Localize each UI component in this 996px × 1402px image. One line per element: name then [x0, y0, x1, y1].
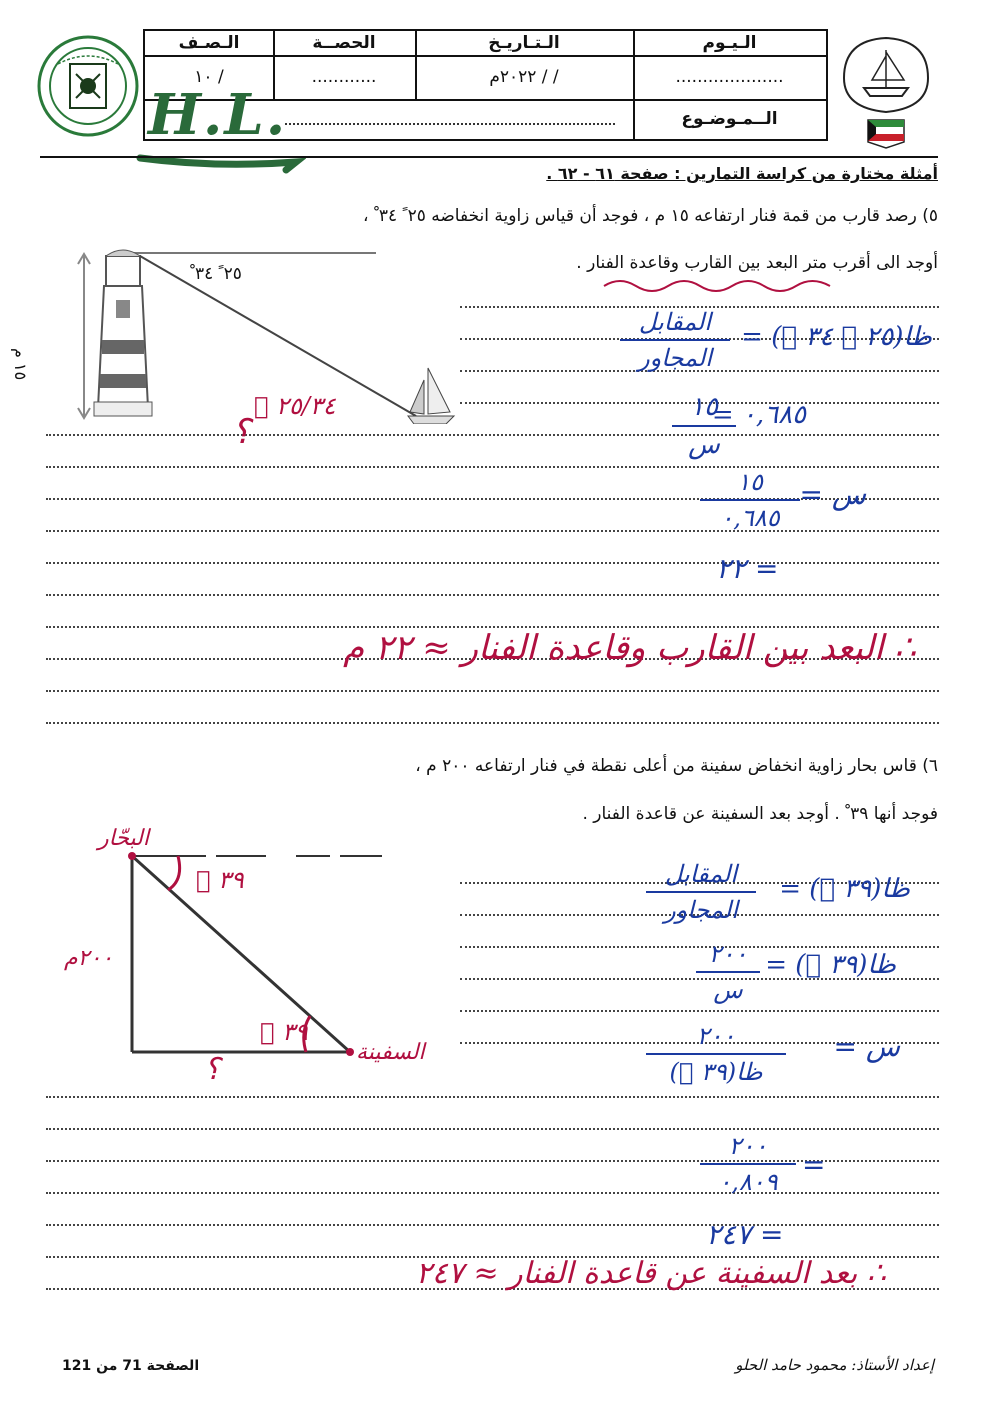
q5-step3-fraction [700, 468, 800, 532]
header-class-value: / ١٠ [194, 67, 224, 87]
q5-step2-fraction [672, 392, 736, 460]
school-emblem-icon [36, 34, 140, 138]
q6-step2-den: س [713, 976, 743, 1004]
q5-statement: ٥) رصد قارب من قمة فنار ارتفاعه ١٥ م ، فوجد أن قياس زاوية انخفاضه ٢٥ ً ٣٤ ْ ، [363, 206, 938, 226]
q5-step2-lhs: ٠,٦٨٥ = [711, 400, 806, 430]
header-separator [40, 156, 938, 158]
q5-step1-fraction [620, 308, 730, 372]
q5-line [46, 722, 939, 724]
header-subject-dots [285, 123, 615, 125]
q6-line [46, 1192, 939, 1194]
q5-line [46, 466, 939, 468]
header-class-label: الـصـف [178, 33, 240, 53]
q6-step2-num: ٢٠٠ [708, 940, 748, 968]
q6-fig-angle-bottom: ٣٩ ْ [260, 1018, 308, 1046]
q5-step2-den: س [688, 430, 720, 460]
q6-step3-fraction [646, 1022, 786, 1086]
q5-red-squiggle-icon [600, 272, 840, 298]
q5-step1-lhs: ظا(٢٥ ً ٣٤ ْ) = [741, 322, 932, 352]
q6-line [46, 1128, 939, 1130]
q5-step3-den: ٠,٦٨٥ [720, 504, 780, 532]
q6-question: فوجد أنها ٣٩ ْ . أوجد بعد السفينة عن قاعدة الفنار . [582, 804, 938, 824]
q6-line [46, 1096, 939, 1098]
q6-statement: ٦) قاس بحار زاوية انخفاض سفينة من أعلى نقطة في فنار ارتفاعه ٢٠٠ م ، [415, 756, 938, 776]
q6-step2-lhs: ظا(٣٩ ْ) = [765, 950, 896, 980]
q5-step4: = ٢٢ [716, 552, 779, 585]
q6-fig-sailor: البحّار [98, 826, 149, 851]
q6-answer: ∴ بعد السفينة عن قاعدة الفنار ≈ ٢٤٧ [415, 1256, 886, 1291]
q5-question: أوجد الى أقرب متر البعد بين القارب وقاعدة الفنار . [576, 253, 938, 273]
header-subject-label: الــمـوضـوع [681, 109, 778, 129]
footer-page-number: الصفحة 71 من 121 [62, 1358, 200, 1374]
q5-figure-height: ١٥ م [11, 348, 30, 381]
q5-step3-num: ١٥ [737, 468, 763, 496]
q6-fig-ship: السفينة [356, 1040, 425, 1065]
header-period-value: ............ [311, 67, 377, 87]
q5-step3-lhs: س = [799, 478, 866, 511]
q6-fig-question-mark: ؟ [204, 1052, 220, 1087]
q5-line [46, 594, 939, 596]
q6-fig-height: ٢٠٠م [64, 946, 114, 971]
q5-hw-angle: ٢٥/٣٤ ْ [254, 392, 336, 420]
page-title: أمثلة مختارة من كراسة التمارين : صفحة ٦١ - ٦٢ . [546, 164, 938, 183]
header-date-label: الـتـاريـخ [488, 33, 560, 53]
q5-line [46, 434, 939, 436]
q5-step1-den: المجاور [638, 344, 712, 372]
header-date-value: / / ٢٠٢٢م [489, 67, 559, 87]
q6-step3-lhs: س = [833, 1030, 900, 1063]
q6-fig-angle-top: ٣٩ ْ [196, 866, 244, 894]
q6-step1-fraction [646, 860, 756, 924]
teacher-stamp: H.L. [148, 82, 288, 148]
q6-step3-num: ٢٠٠ [696, 1022, 736, 1050]
q5-step1-num: المقابل [638, 308, 712, 336]
q5-answer: ∴ البعد بين القارب وقاعدة الفنار ≈ ٢٢ م [343, 628, 916, 668]
footer-author: إعداد الأستاذ: محمود حامد الحلو [735, 1356, 934, 1374]
q6-line [46, 1224, 939, 1226]
q6-step4-lhs: = [802, 1148, 826, 1181]
q5-figure-angle: ٢٥ ً ٣٤ ْ [190, 264, 242, 284]
q5-step2-num: ١٥ [690, 392, 718, 422]
q6-line [460, 1010, 939, 1012]
q6-step4-den: ٠,٨٠٩ [718, 1168, 778, 1196]
kuwait-emblem-icon [834, 30, 938, 150]
q5-line [46, 562, 939, 564]
q6-step4-num: ٢٠٠ [728, 1132, 768, 1160]
q6-step3-den: ظا(٣٩ ْ) [669, 1058, 763, 1086]
q6-step4-fraction [700, 1132, 796, 1196]
q5-line [46, 530, 939, 532]
q6-step5: = ٢٤٧ [706, 1218, 784, 1251]
q5-line [46, 690, 939, 692]
q6-step1-den: المجاور [664, 896, 738, 924]
header-day-label: الـيـوم [702, 33, 757, 53]
q6-step1-lhs: ظا(٣٩ ْ) = [779, 874, 910, 904]
header-period-label: الحصــة [312, 33, 376, 53]
stamp-underline-icon [136, 138, 306, 178]
q6-step2-fraction [696, 940, 760, 1004]
q5-hw-question-mark: ؟ [232, 412, 251, 452]
header-day-value: .................... [675, 67, 784, 87]
q6-step1-num: المقابل [664, 860, 738, 888]
